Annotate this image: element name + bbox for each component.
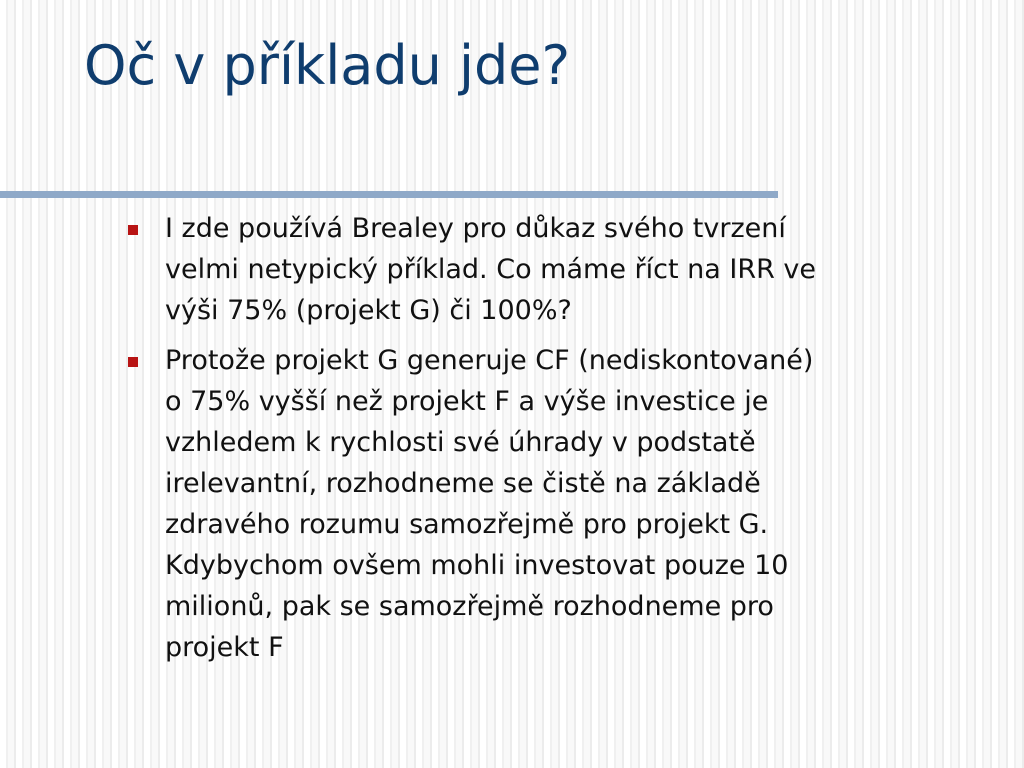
bullet-text-line: Kdybychom ovšem mohli investovat pouze 10: [165, 550, 789, 581]
bullet-text-line: velmi netypický příklad. Co máme říct na IRR ve: [165, 254, 817, 285]
bullet-text-line: milionů, pak se samozřejmě rozhodneme pro: [165, 591, 774, 622]
title-underline-rule: [0, 191, 778, 198]
bullet-item-2: [128, 340, 1008, 668]
bullet-text-line: Protože projekt G generuje CF (nediskontované): [165, 345, 814, 376]
square-bullet-icon: [128, 357, 138, 367]
bullet-item-1: [128, 208, 1008, 331]
slide-title: Oč v příkladu jde?: [84, 34, 571, 97]
bullet-text-line: I zde používá Brealey pro důkaz svého tvrzení: [165, 213, 786, 244]
square-bullet-icon: [128, 225, 138, 235]
bullet-list: [128, 208, 1008, 677]
bullet-text-line: vzhledem k rychlosti své úhrady v podstatě: [165, 427, 756, 458]
bullet-text-line: výši 75% (projekt G) či 100%?: [165, 295, 572, 326]
bullet-text-line: zdravého rozumu samozřejmě pro projekt G.: [165, 509, 769, 540]
bullet-text-line: o 75% vyšší než projekt F a výše investice je: [165, 386, 769, 417]
bullet-text-line: irelevantní, rozhodneme se čistě na základě: [165, 468, 761, 499]
bullet-text-line: projekt F: [165, 632, 284, 663]
